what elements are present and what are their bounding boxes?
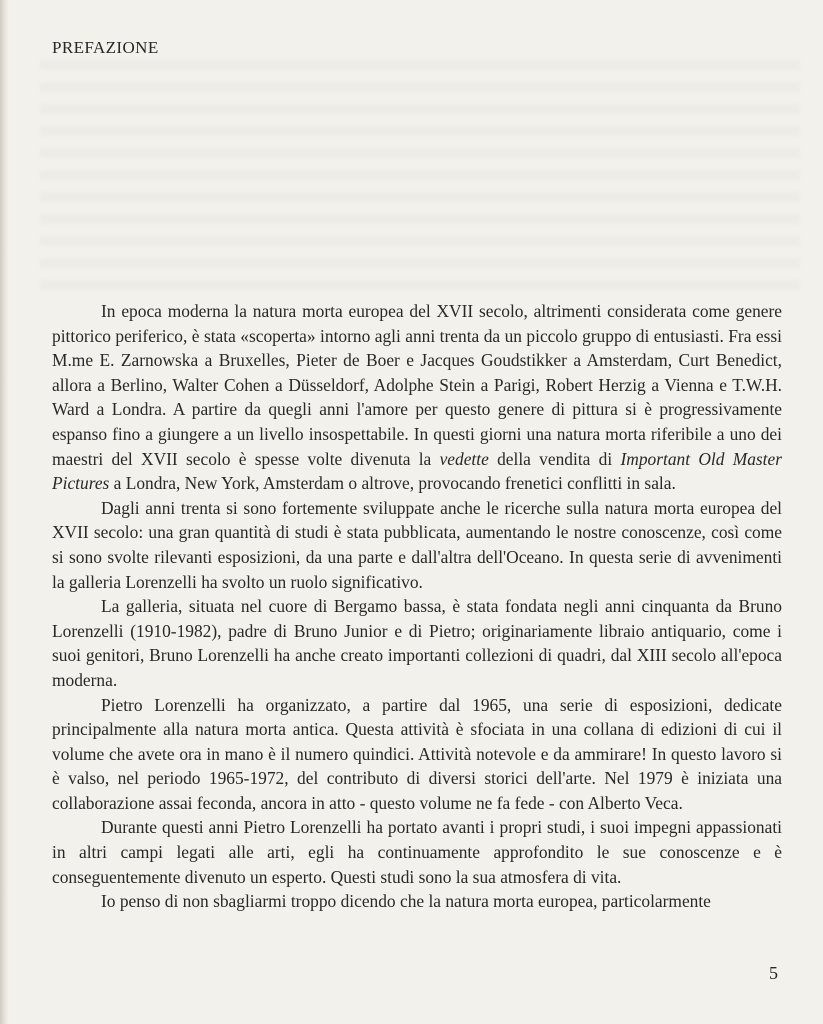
text-run: Durante questi anni Pietro Lorenzelli ha portato avanti i propri studi, i suoi impegni appassionati in altri campi legati alle arti, egli ha continuamente approfondito le sue conoscenze e è conseguentemente divenuto un esperto. Questi studi sono la sua atmosfera di vita.: [52, 817, 782, 887]
text-run: In epoca moderna la natura morta europea del XVII secolo, altrimenti considerata come genere pittorico periferico, è stata «scoperta» intorno agli anni trenta da un piccolo gruppo di entusiasti. Fra essi M.me E. Zarnowska a Bruxelles, Pieter de Boer e Jacques Goudstikker a Amsterdam, Curt Benedict, allora a Berlino, Walter Cohen a Düsseldorf, Adolphe Stein a Parigi, Robert Herzig a Vienna e T.W.H. Ward a Londra. A partire da quegli anni l'amore per questo genere di pittura si è progressivamente espanso fino a giungere a un livello insospettabile. In questi giorni una natura morta riferibile a uno dei maestri del XVII secolo è spesse volte divenuta la: [52, 301, 782, 469]
text-run: La galleria, situata nel cuore di Bergamo bassa, è stata fondata negli anni cinquanta da Bruno Lorenzelli (1910-1982), padre di Bruno Junior e di Pietro; originariamente libraio antiquario, come i suoi genitori, Bruno Lorenzelli ha anche creato importanti collezioni di quadri, dal XIII secolo all'epoca moderna.: [52, 596, 782, 690]
paragraph: [52, 815, 782, 889]
preface-body: [52, 299, 782, 914]
show-through-texture: [40, 60, 800, 300]
text-run: della vendita di: [488, 448, 621, 469]
paragraph-last-line: [52, 889, 782, 914]
paragraph: [52, 594, 782, 692]
italic-text-run: vedette: [439, 448, 489, 469]
running-title: PREFAZIONE: [52, 38, 159, 57]
page-gutter-shadow: [0, 0, 9, 1024]
paragraph: [52, 693, 782, 816]
text-run: Dagli anni trenta si sono fortemente sviluppate anche le ricerche sulla natura morta europea del XVII secolo: una gran quantità di studi è stata pubblicata, aumentando le nostre conoscenze, così come si sono svolte rilevanti esposizioni, da una parte e dall'altra dell'Oceano. In questa serie di avvenimenti la galleria Lorenzelli ha svolto un ruolo significativo.: [52, 497, 782, 592]
text-run: Pietro Lorenzelli ha organizzato, a partire dal 1965, una serie di esposizioni, dedicate principalmente alla natura morta antica. Questa attività è sfociata in una collana di edizioni di cui il volume che avete ora in mano è il numero quindici. Attività notevole e da ammirare! In questo lavoro si è valso, nel periodo 1965-1972, del contributo di diversi storici dell'arte. Nel 1979 è iniziata una collaborazione assai feconda, ancora in atto - questo volume ne fa fede - con Alberto Veca.: [52, 694, 782, 813]
paragraph: [52, 496, 782, 594]
text-run: Io penso di non sbagliarmi troppo dicendo che la natura morta europea, particolarmente: [101, 891, 711, 912]
text-run: a Londra, New York, Amsterdam o altrove, provocando frenetici conflitti in sala.: [109, 473, 676, 494]
page-number: 5: [769, 963, 778, 983]
paragraph: [52, 299, 782, 496]
italic-text-run: Important Old Master Pictures: [52, 448, 782, 494]
